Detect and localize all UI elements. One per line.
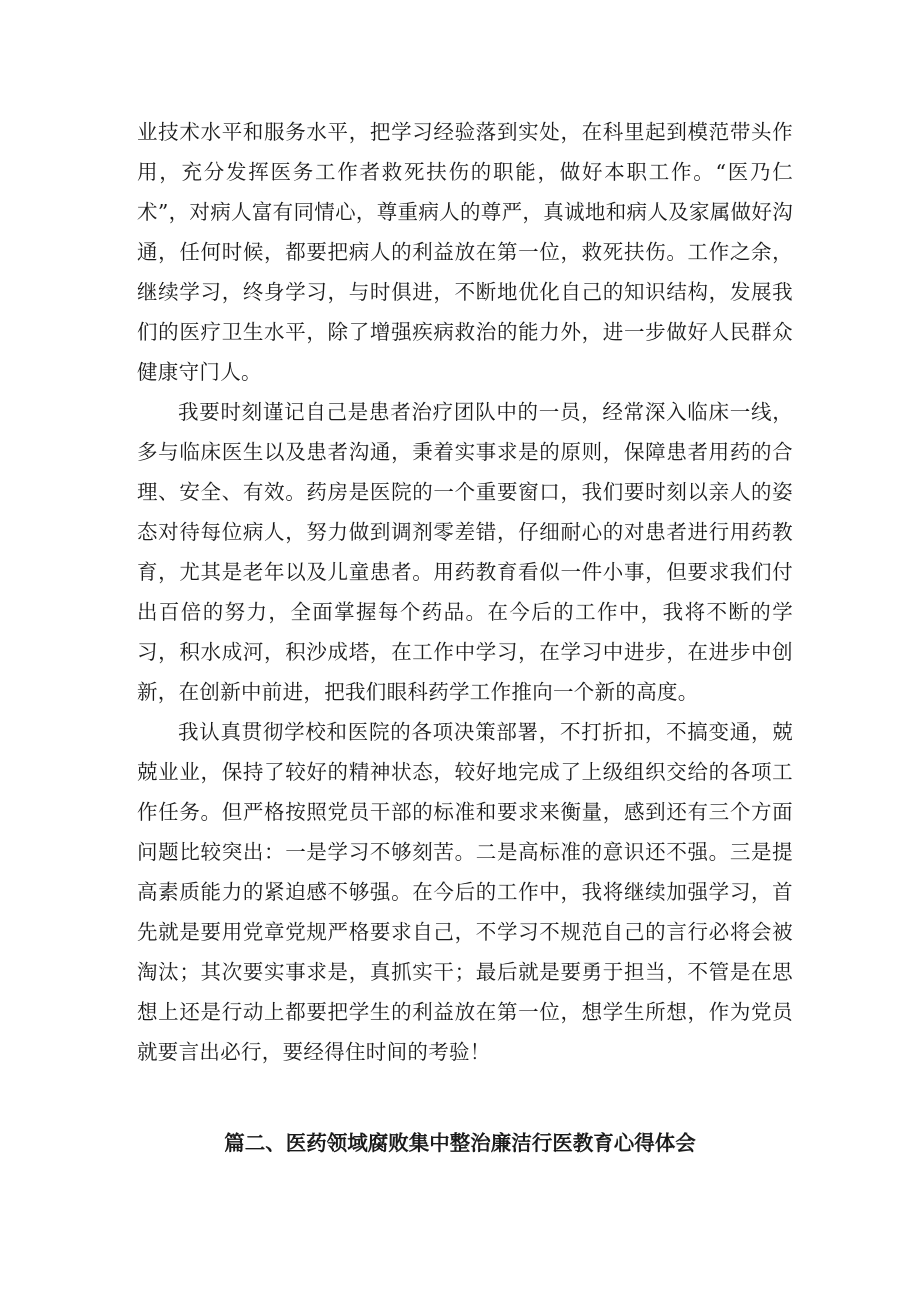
- paragraph-self-reflection: 我认真贯彻学校和医院的各项决策部署，不打折扣，不搞变通，兢兢业业，保持了较好的精神状态，较好地完成了上级组织交给的各项工作任务。但严格按照党员干部的标准和要求来衡量，感到还有三个方面问题比较突出：一是学习不够刻苦。二是高标准的意识还不强。三是提高素质能力的紧迫感不够强。在今后的工作中，我将继续加强学习，首先就是要用党章党规严格要求自己，不学习不规范自己的言行必将会被淘汰；其次要实事求是，真抓实干；最后就是要勇于担当，不管是在思想上还是行动上都要把学生的利益放在第一位，想学生所想，作为党员就要言出必行，要经得住时间的考验！: [137, 720, 793, 1064]
- section-heading: 篇二、医药领域腐败集中整治廉洁行医教育心得体会: [224, 1131, 696, 1155]
- paragraph-pharmacy-duty: 我要时刻谨记自己是患者治疗团队中的一员，经常深入临床一线，多与临床医生以及患者沟通，秉着实事求是的原则，保障患者用药的合理、安全、有效。药房是医院的一个重要窗口，我们要时刻以亲人的姿态对待每位病人，努力做到调剂零差错，仔细耐心的对患者进行用药教育，尤其是老年以及儿童患者。用药教育看似一件小事，但要求我们付出百倍的努力，全面掌握每个药品。在今后的工作中，我将不断的学习，积水成河，积沙成塔，在工作中学习，在学习中进步，在进步中创新，在创新中前进，把我们眼科药学工作推向一个新的高度。: [137, 400, 793, 704]
- document-body: [137, 112, 793, 1072]
- paragraph-continued: 业技术水平和服务水平，把学习经验落到实处，在科里起到模范带头作用，充分发挥医务工作者救死扶伤的职能，做好本职工作。“医乃仁术”，对病人富有同情心，尊重病人的尊严，真诚地和病人及家属做好沟通，任何时候，都要把病人的利益放在第一位，救死扶伤。工作之余，继续学习，终身学习，与时俱进，不断地优化自己的知识结构，发展我们的医疗卫生水平，除了增强疾病救治的能力外，进一步做好人民群众健康守门人。: [137, 120, 793, 384]
